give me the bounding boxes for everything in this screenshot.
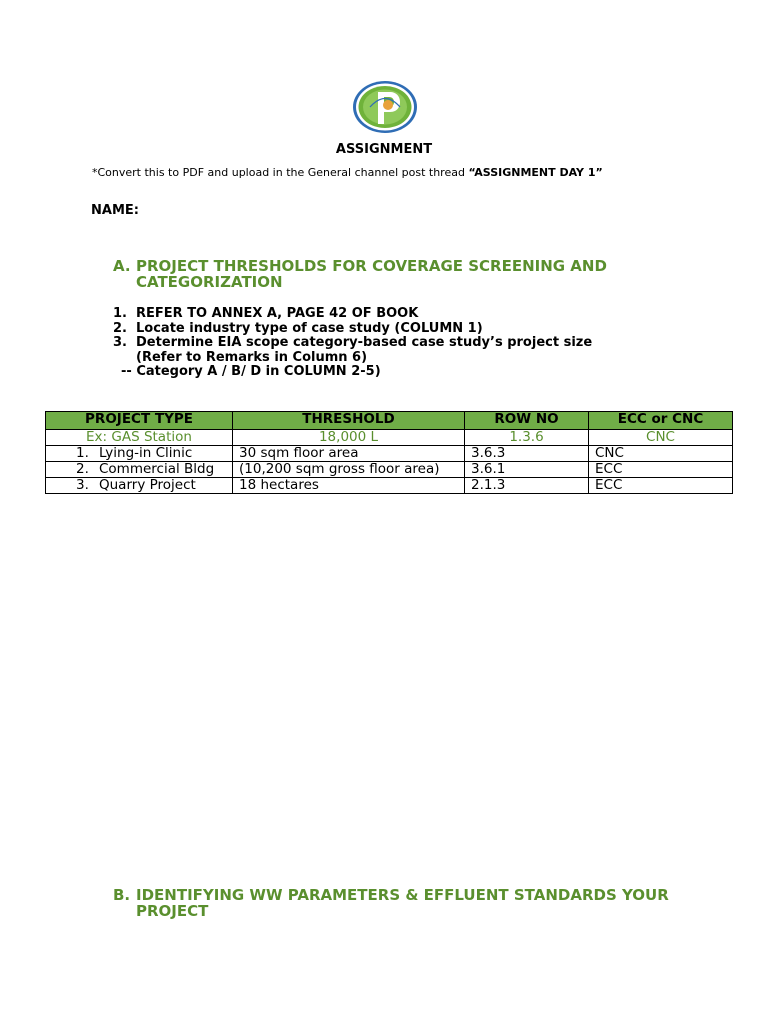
table-cell [46,446,233,462]
table-cell: CNC [589,446,733,462]
section-a-letter: A. [113,257,131,275]
project-type: Quarry Project [99,477,196,493]
table-cell: 2.1.3 [465,478,589,494]
university-seal-icon [352,80,418,134]
section-b-letter: B. [113,886,131,904]
table-header-row [46,412,733,430]
column-header: ECC or CNC [589,412,733,430]
table-cell: 1.3.6 [465,430,589,446]
table-cell: 18 hectares [233,478,465,494]
table-example-row [46,430,733,446]
table-row [46,446,733,462]
step-text: Locate industry type of case study (COLUMN 1) [136,320,483,336]
section-b-title: IDENTIFYING WW PARAMETERS & EFFLUENT STANDARDS YOUR PROJECT [136,886,669,920]
assignment-day-label: “ASSIGNMENT DAY 1” [468,166,603,179]
row-number: 2. [76,461,89,477]
column-header: ROW NO [465,412,589,430]
table-cell: CNC [589,430,733,446]
step-text: -- Category A / B/ D in COLUMN 2-5) [121,364,381,379]
step-number: 1. [113,306,127,321]
column-header: PROJECT TYPE [46,412,233,430]
table-cell: 3.6.1 [465,462,589,478]
step-number: 2. [113,320,127,336]
threshold-table [45,411,733,494]
step-text: REFER TO ANNEX A, PAGE 42 OF BOOK [136,306,419,321]
step-number: 3. [113,335,127,350]
column-header: THRESHOLD [233,412,465,430]
page-title: ASSIGNMENT [335,142,433,157]
table-cell: 30 sqm floor area [233,446,465,462]
table-cell: (10,200 sqm gross floor area) [233,462,465,478]
table-row [46,478,733,494]
table-cell: Ex: GAS Station [46,430,233,446]
table-cell [46,478,233,494]
instruction-note [92,166,603,179]
section-a-title: PROJECT THRESHOLDS FOR COVERAGE SCREENING AND CATEGORIZATION [136,257,607,291]
name-label: NAME: [91,203,139,218]
row-number: 3. [76,477,89,493]
table-cell: 18,000 L [233,430,465,446]
table-cell: ECC [589,462,733,478]
row-number: 1. [76,445,89,461]
project-type: Lying-in Clinic [99,445,193,461]
project-type: Commercial Bldg [99,461,215,477]
table-cell: ECC [589,478,733,494]
table-row [46,462,733,478]
table-cell: 3.6.3 [465,446,589,462]
step-text: Determine EIA scope category-based case study’s project size [136,335,593,350]
table-cell [46,462,233,478]
instruction-note-text: *Convert this to PDF and upload in the General channel post thread [92,166,465,179]
step-text: (Refer to Remarks in Column 6) [136,349,368,365]
